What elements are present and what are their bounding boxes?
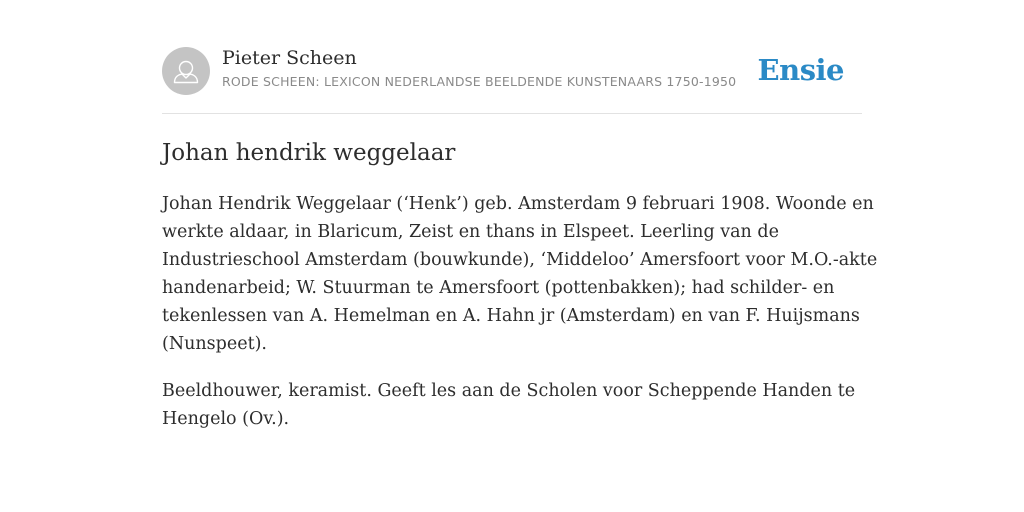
article-body [162,190,878,452]
article-header [162,46,862,96]
author-avatar[interactable] [162,47,210,95]
header-divider [162,113,862,114]
text-line: werkte aldaar, in Blaricum, Zeist en thans in Elspeet. Leerling van de [162,222,779,242]
paragraph-biography [162,190,878,358]
source-title[interactable]: RODE SCHEEN: LEXICON NEDERLANDSE BEELDENDE KUNSTENAARS 1750-1950 [222,74,737,89]
text-line: Hengelo (Ov.). [162,409,290,429]
ensie-logo[interactable]: Ensie [757,53,844,87]
user-placeholder-icon [162,47,210,95]
text-line: Industrieschool Amsterdam (bouwkunde), ‘Middeloo’ Amersfoort voor M.O.-akte [162,250,878,270]
text-line: Beeldhouwer, keramist. Geeft les aan de Scholen voor Scheppende Handen te [162,381,856,401]
text-line: tekenlessen van A. Hemelman en A. Hahn jr (Amsterdam) en van F. Huijsmans [162,306,860,326]
article-title: Johan hendrik weggelaar [162,140,456,166]
author-name[interactable]: Pieter Scheen [222,47,357,69]
text-line: (Nunspeet). [162,334,267,354]
paragraph-profession [162,377,862,433]
text-line: Johan Hendrik Weggelaar (‘Henk’) geb. Amsterdam 9 februari 1908. Woonde en [162,194,874,214]
text-line: handenarbeid; W. Stuurman te Amersfoort (pottenbakken); had schilder- en [162,278,835,298]
